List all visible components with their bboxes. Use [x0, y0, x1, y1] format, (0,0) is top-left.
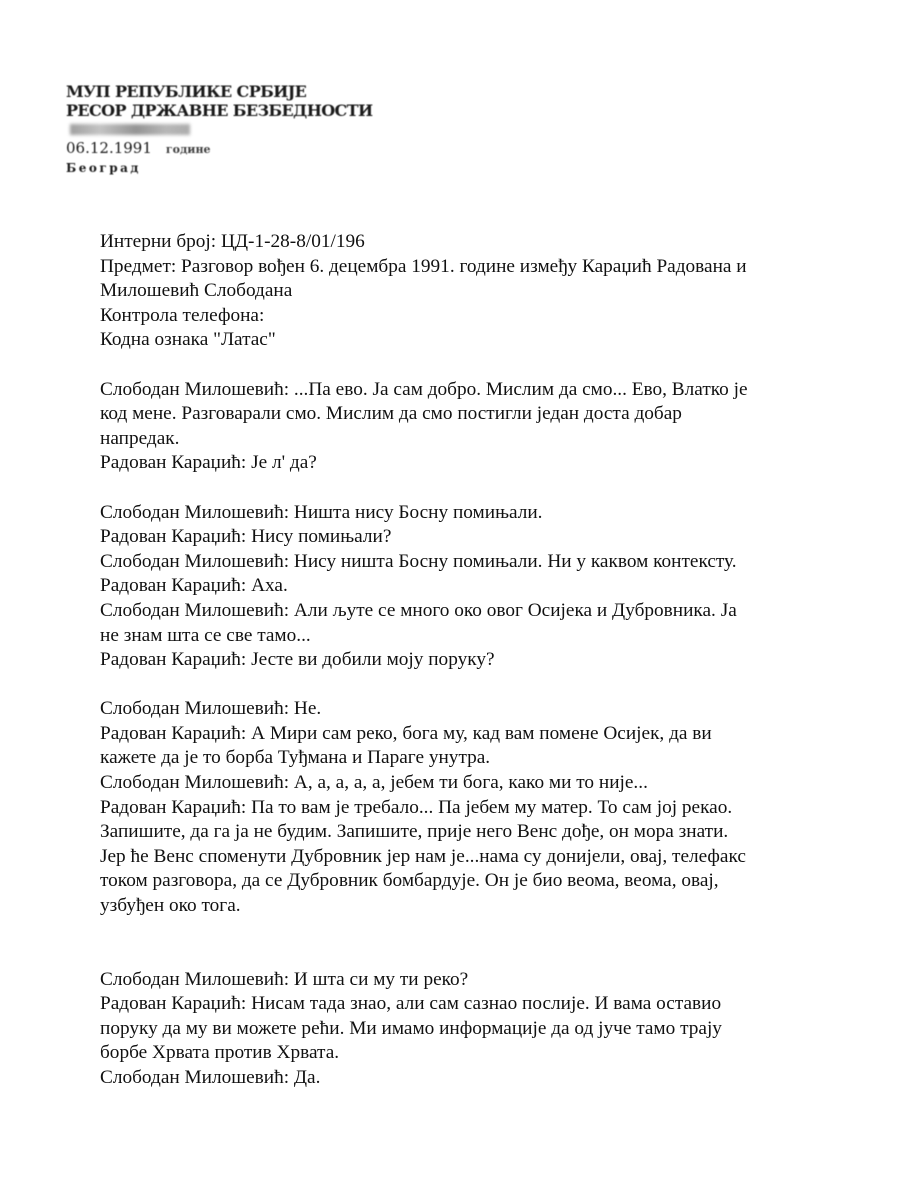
date-value: 06.12.1991 [66, 139, 152, 157]
internal-number: Интерни број: ЦД-1-28-8/01/196 [100, 231, 365, 252]
transcript-line: Слободан Милошевић: А, а, а, а, а, јебем ти бога, како ми то није... [100, 772, 648, 794]
transcript-line: кажете да је то борба Туђмана и Параге унутра. [100, 747, 491, 769]
control-label: Контрола телефона: [100, 304, 265, 326]
transcript-line: Радован Караџић: Је л' да? [100, 452, 317, 474]
transcript-line: узбуђен око тога. [100, 895, 241, 917]
transcript-line: током разговора, да се Дубровник бомбардује. Он је био веома, веома, овај, [100, 870, 719, 892]
date-word: године [165, 143, 211, 156]
transcript-line: Запишите, да га ја не будим. Запишите, прије него Венс дође, он мора знати. [100, 821, 729, 843]
transcript [100, 378, 840, 1091]
transcript-line: Слободан Милошевић: Не. [100, 698, 322, 720]
transcript-paragraph [100, 378, 840, 476]
document-body [100, 230, 840, 1115]
transcript-line: Слободан Милошевић: Ништа нису Босну помињали. [100, 501, 543, 523]
transcript-line: Јер ће Венс споменути Дубровник јер нам је...нама су донијели, овај, телефакс [100, 845, 746, 867]
transcript-line: Радован Караџић: Аха. [100, 575, 288, 597]
transcript-line: борбе Хрвата против Хрвата. [100, 1042, 340, 1064]
transcript-line: Слободан Милошевић: И шта си му ти реко? [100, 968, 469, 990]
transcript-line: Радован Караџић: Нисам тада знао, али сам сазнао послије. И вама оставио [100, 993, 722, 1015]
transcript-line: Слободан Милошевић: Нису ништа Босну помињали. Ни у каквом контексту. [100, 550, 737, 572]
letterhead [66, 82, 373, 178]
transcript-line: код мене. Разговарали смо. Мислим да смо постигли један доста добар [100, 403, 682, 425]
transcript-paragraph [100, 697, 840, 918]
transcript-line: поруку да му ви можете рећи. Ми имамо информације да од јуче тамо трају [100, 1017, 722, 1039]
transcript-line: Радован Караџић: Па то вам је требало... Па јебем му матер. То сам јој рекао. [100, 796, 733, 818]
ministry-name: МУП РЕПУБЛИКЕ СРБИЈЕ [66, 82, 307, 101]
transcript-line: Слободан Милошевић: ...Па ево. Ја сам добро. Мислим да смо... Ево, Влатко је [100, 378, 748, 400]
department-name: РЕСОР ДРЖАВНЕ БЕЗБЕДНОСТИ [66, 101, 373, 120]
redacted-reference [66, 120, 373, 139]
redaction-blur [70, 124, 190, 135]
transcript-line: Слободан Милошевић: Да. [100, 1067, 321, 1088]
subject-line-2: Милошевић Слободана [100, 280, 293, 302]
transcript-paragraph [100, 968, 840, 1091]
transcript-paragraph [100, 501, 840, 673]
transcript-line: Радован Караџић: Нису помињали? [100, 526, 392, 548]
city: Београд [66, 161, 141, 175]
transcript-line: Слободан Милошевић: Али љуте се много око овог Осијека и Дубровника. Ја [100, 599, 737, 621]
transcript-line: напредак. [100, 427, 180, 449]
document-date [66, 139, 373, 159]
meta-block [100, 230, 840, 353]
subject-line-1: Предмет: Разговор вођен 6. децембра 1991. године између Караџић Радована и [100, 255, 747, 277]
transcript-line: Радован Караџић: А Мири сам реко, бога му, кад вам помене Осијек, да ви [100, 722, 712, 744]
transcript-line: не знам шта се све тамо... [100, 624, 311, 646]
transcript-line: Радован Караџић: Јесте ви добили моју поруку? [100, 649, 495, 671]
code-name: Кодна ознака "Латас" [100, 329, 276, 351]
